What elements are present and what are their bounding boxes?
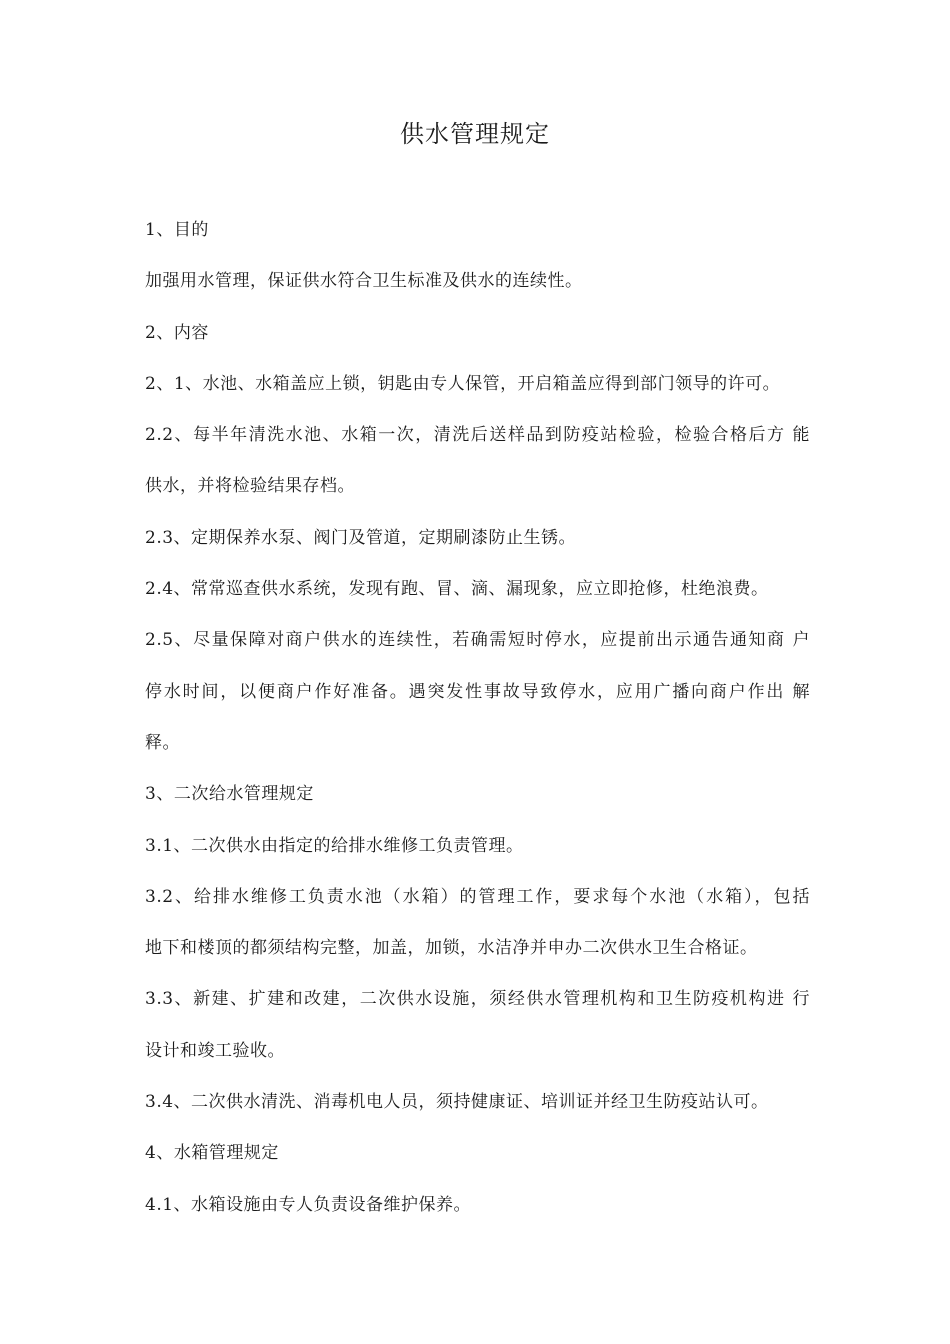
section-heading-content: 2、内容 (145, 322, 209, 343)
paragraph-line: 2、1、水池、水箱盖应上锁，钥匙由专人保管，开启箱盖应得到部门领导的许可。 (145, 373, 781, 394)
paragraph-line: 设计和竣工验收。 (145, 1040, 285, 1061)
paragraph-line: 供水，并将检验结果存档。 (145, 476, 355, 497)
document-title: 供水管理规定 (400, 120, 550, 148)
paragraph-line: 加强用水管理，保证供水符合卫生标准及供水的连续性。 (145, 271, 583, 292)
paragraph-line: 释。 (145, 732, 180, 753)
paragraph-line: 2.2、每半年清洗水池、水箱一次，清洗后送样品到防疫站检验，检验合格后方 能 (145, 425, 810, 446)
paragraph-line: 3.2、给排水维修工负责水池（水箱）的管理工作，要求每个水池（水箱），包括 (145, 886, 810, 907)
section-heading-purpose: 1、目的 (145, 220, 209, 240)
section-heading-tank-management: 4、水箱管理规定 (145, 1143, 279, 1164)
paragraph-line: 2.3、定期保养水泵、阀门及管道，定期刷漆防止生锈。 (145, 527, 577, 548)
paragraph-line: 地下和楼顶的都须结构完整，加盖，加锁，水洁净并申办二次供水卫生合格证。 (145, 938, 758, 959)
paragraph-line: 2.5、尽量保障对商户供水的连续性，若确需短时停水，应提前出示通告通知商 户 (145, 630, 810, 651)
paragraph-line: 3.4、二次供水清洗、消毒机电人员，须持健康证、培训证并经卫生防疫站认可。 (145, 1092, 769, 1113)
document-body (145, 205, 810, 1231)
paragraph-line: 停水时间，以便商户作好准备。遇突发性事故导致停水，应用广播向商户作出 解 (145, 681, 810, 702)
paragraph-line: 3.1、二次供水由指定的给排水维修工负责管理。 (145, 835, 524, 856)
section-heading-secondary-supply: 3、二次给水管理规定 (145, 784, 314, 805)
paragraph-line: 2.4、常常巡查供水系统，发现有跑、冒、滴、漏现象，应立即抢修，杜绝浪费。 (145, 579, 769, 600)
paragraph-line: 3.3、新建、扩建和改建，二次供水设施，须经供水管理机构和卫生防疫机构进 行 (145, 989, 810, 1010)
paragraph-line: 4.1、水箱设施由专人负责设备维护保养。 (145, 1194, 472, 1215)
